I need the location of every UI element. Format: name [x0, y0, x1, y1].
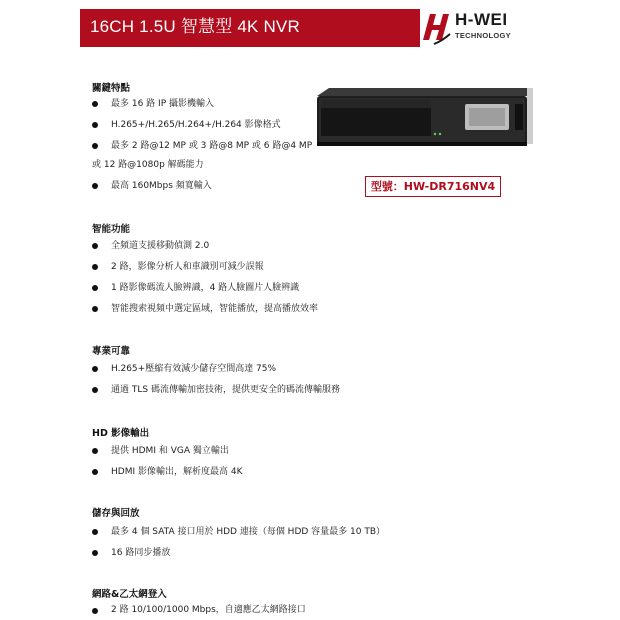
- bullet-icon: [92, 243, 98, 249]
- bullet-icon: [92, 122, 98, 128]
- list-item: HDMI 影像輸出，解析度最高 4K: [111, 467, 243, 477]
- logo-brand: H-WEI: [455, 10, 508, 29]
- section-title-network: 網路&乙太網登入: [92, 589, 167, 600]
- list-item: 提供 HDMI 和 VGA 獨立輸出: [111, 446, 229, 456]
- bullet-icon: [92, 306, 98, 312]
- list-item-continuation: 或 12 路@1080p 解碼能力: [92, 160, 204, 170]
- bullet-icon: [92, 387, 98, 393]
- list-item: H.265+壓縮有效減少儲存空間高達 75%: [111, 364, 277, 374]
- list-item: 通過 TLS 碼流傳輸加密技術，提供更安全的碼流傳輸服務: [111, 385, 340, 395]
- model-label: 型號：HW-DR716NV4: [365, 176, 501, 197]
- list-item: 2 路 10/100/1000 Mbps，自適應乙太網路接口: [111, 605, 306, 615]
- list-item: 全頻道支援移動偵測 2.0: [111, 241, 210, 251]
- page-title: 16CH 1.5U 智慧型 4K NVR: [90, 17, 300, 36]
- section-title-smart-functions: 智能功能: [92, 224, 131, 235]
- bullet-icon: [92, 143, 98, 149]
- list-item: 16 路同步播放: [111, 548, 171, 558]
- bullet-icon: [92, 264, 98, 270]
- bullet-icon: [92, 183, 98, 189]
- logo-subtitle: TECHNOLOGY: [455, 31, 511, 40]
- list-item: 最高 160Mbps 頻寬輸入: [111, 181, 212, 191]
- bullet-icon: [92, 366, 98, 372]
- bullet-icon: [92, 101, 98, 107]
- list-item: 最多 16 路 IP 攝影機輸入: [111, 99, 214, 109]
- bullet-icon: [92, 529, 98, 535]
- list-item: 2 路，影像分析人和車識別可減少誤報: [111, 262, 264, 272]
- list-item: 1 路影像碼流人臉辨識，4 路人臉圖片人臉辨識: [111, 283, 300, 293]
- section-title-storage: 儲存與回放: [92, 508, 140, 519]
- section-title-reliability: 專業可靠: [92, 346, 131, 357]
- list-item: H.265+/H.265/H.264+/H.264 影像格式: [111, 120, 281, 130]
- bullet-icon: [92, 608, 98, 614]
- list-item: 智能搜索視頻中選定區域，智能播放，提高播放效率: [111, 304, 319, 314]
- list-item: 最多 2 路@12 MP 或 3 路@8 MP 或 6 路@4 MP: [111, 141, 313, 151]
- bullet-icon: [92, 285, 98, 291]
- bullet-icon: [92, 448, 98, 454]
- section-title-key-features: 關鍵特點: [92, 83, 131, 94]
- nvr-device-image: [315, 86, 535, 148]
- section-title-hd-output: HD 影像輸出: [92, 428, 150, 439]
- list-item: 最多 4 個 SATA 接口用於 HDD 連接（每個 HDD 容量最多 10 TB）: [111, 527, 386, 537]
- bullet-icon: [92, 550, 98, 556]
- bullet-icon: [92, 469, 98, 475]
